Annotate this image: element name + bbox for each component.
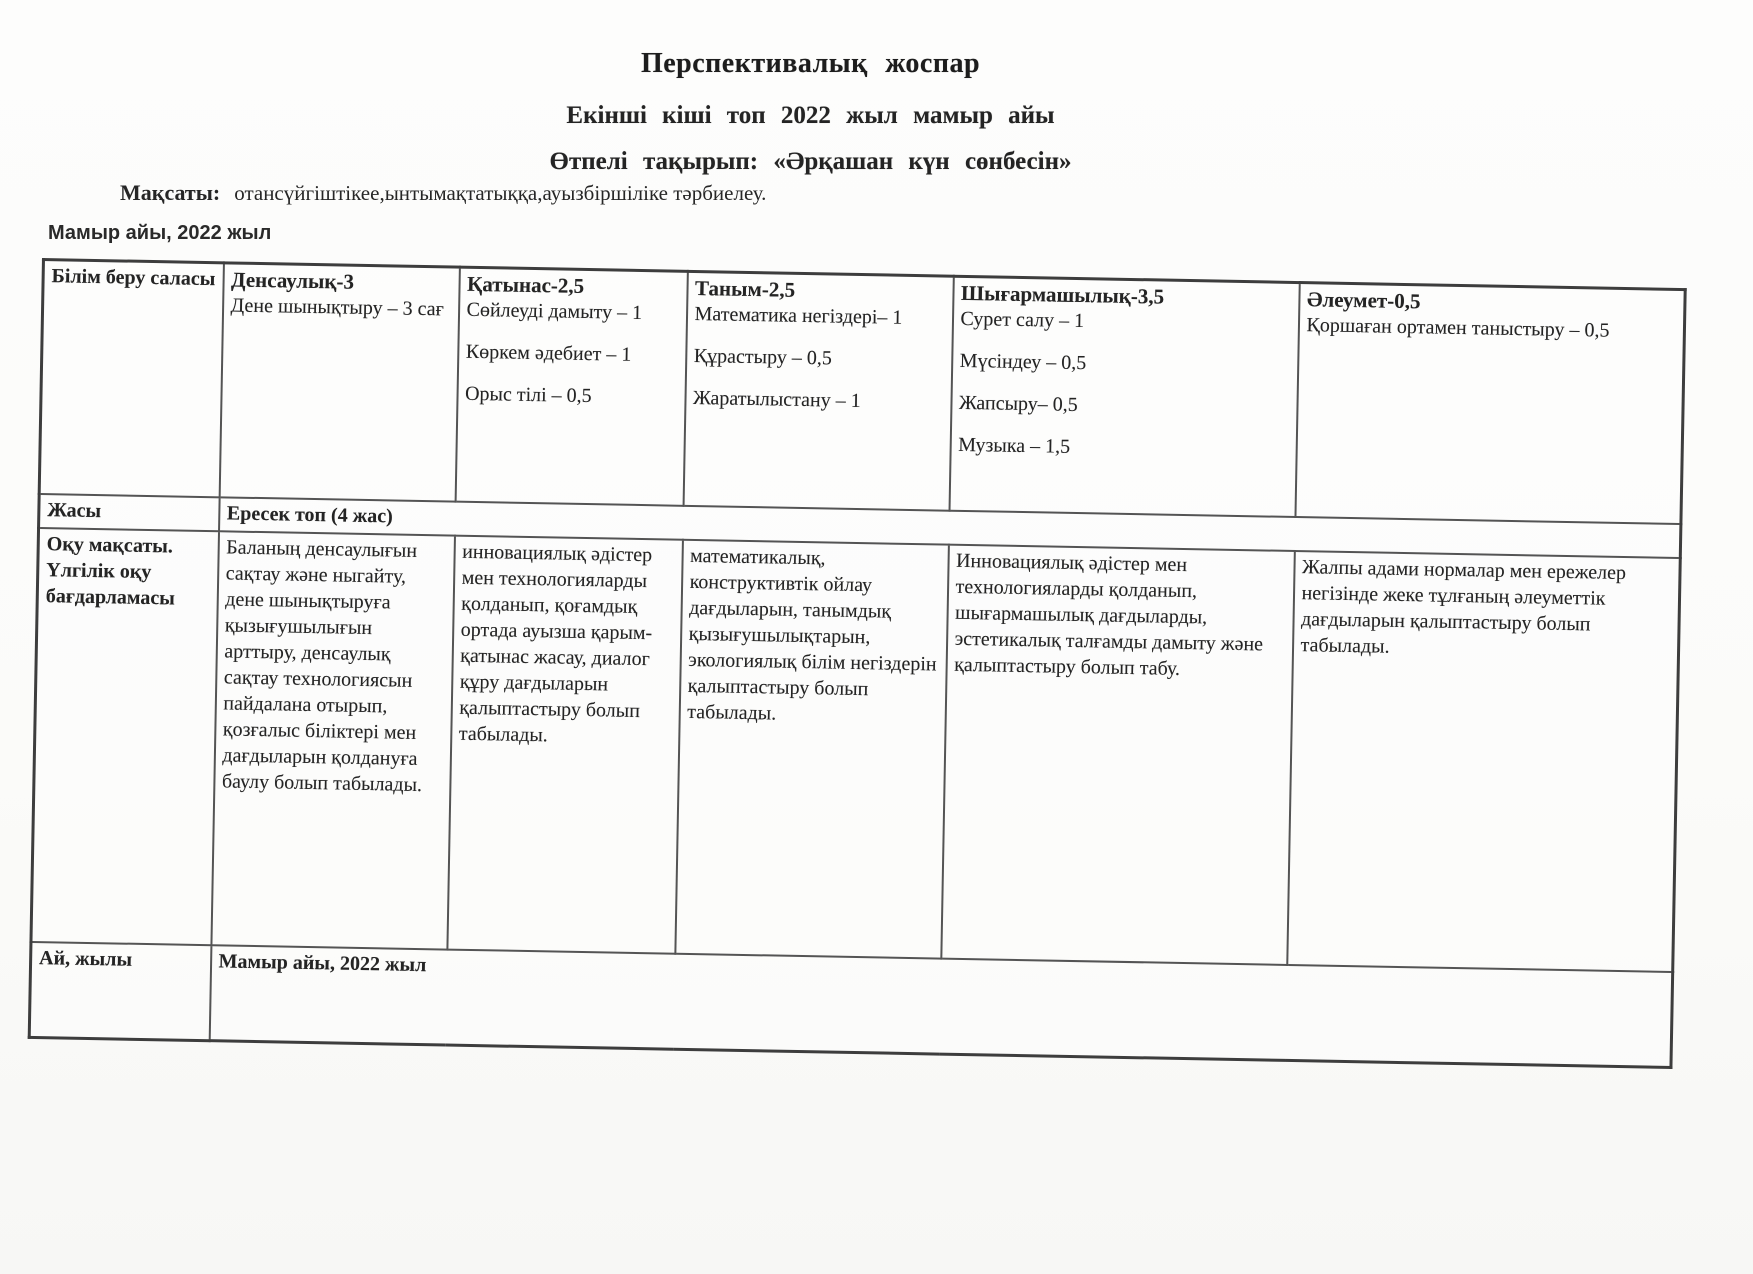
area-title-social: Әлеумет-0,5	[1306, 287, 1421, 314]
goal-cell-cognition: математикалық, конструктивтік ойлау дағдыларын, танымдық қызығушылықтарын, экологиялық білім негіздерін қалыптастыру болып табылады.	[675, 539, 949, 958]
area-item: Жапсыру– 0,5	[958, 391, 1078, 417]
area-cell-health	[219, 263, 459, 501]
age-value-cell: Ересек топ (4 жас)	[219, 497, 1681, 558]
month-label-cell: Ай, жылы	[29, 941, 211, 1040]
area-item: Сурет салу – 1	[960, 307, 1085, 333]
area-cell-cognition	[683, 271, 953, 510]
month-year-caption: Мамыр айы, 2022 жыл	[48, 222, 272, 244]
area-item: Математика негіздері– 1	[694, 302, 903, 329]
education-area-header-cell: Білім беру саласы	[39, 260, 223, 497]
area-cell-social	[1295, 283, 1685, 524]
area-item: Орыс тілі – 0,5	[464, 382, 592, 408]
subtitle-group-year: Екінші кіші топ 2022 жыл мамыр айы	[566, 102, 1055, 129]
area-title-cognition: Таным-2,5	[694, 275, 796, 302]
goal-cell-communication: инновациялық әдістер мен технологияларды қолданып, қоғамдық ортада ауызша қарым-қатынас жасау, диалог құру дағдыларын қалыптастыру болып табылады.	[447, 535, 683, 953]
goal-label: Мақсаты:	[120, 180, 221, 205]
area-cell-creativity	[949, 276, 1299, 516]
area-title-creativity: Шығармашылық-3,5	[960, 280, 1165, 309]
goal-line	[120, 180, 766, 206]
goal-header-cell: Оқу мақсаты. Үлгілік оқу бағдарламасы	[31, 527, 219, 944]
learning-goal-row	[31, 527, 1680, 971]
plan-table-wrapper	[28, 258, 1684, 1069]
area-item: Қоршаған ортамен таныстыру – 0,5	[1306, 314, 1610, 342]
education-areas-row	[39, 260, 1685, 524]
area-item: Жаратылыстану – 1	[692, 386, 861, 413]
area-item: Сөйлеуді дамыту – 1	[466, 298, 643, 325]
area-item: Көркем әдебиет – 1	[465, 340, 632, 366]
goal-cell-social: Жалпы адами нормалар мен ережелер негізінде жеке тұлғаның әлеуметтік дағдыларын қалыптастыру болып табылады.	[1287, 550, 1681, 971]
area-item: Дене шынықтыру – 3 сағ	[230, 294, 444, 321]
perspective-plan-table	[28, 258, 1687, 1069]
area-item: Құрастыру – 0,5	[693, 344, 833, 370]
subtitle-theme: Өтпелі тақырып: «Әрқашан күн сөнбесін»	[549, 148, 1072, 175]
goal-text: отансүйгіштікее,ынтымақтатыққа,ауызбіршіліке тәрбиелеу.	[234, 181, 767, 205]
area-item: Мүсіндеу – 0,5	[959, 349, 1087, 375]
month-value-cell: Мамыр айы, 2022 жыл	[209, 945, 1673, 1068]
area-title-health: Денсаулық-3	[230, 267, 355, 294]
area-cell-communication	[455, 267, 687, 505]
age-label-cell: Жасы	[39, 493, 220, 530]
goal-cell-health: Баланың денсаулығын сақтау және ныгайту, дене шынықтыруға қызығушылығын арттыру, денсаулық сақтау технологиясын пайдалана отырып, қозғалыс біліктері мен дағдыларын қолдануға баулу болып табылады.	[211, 531, 455, 949]
area-title-communication: Қатынас-2,5	[466, 271, 585, 298]
goal-cell-creativity: Инновациялық әдістер мен технологияларды қолданып, шығармашылық дағдыларды, эстетикалық талғамды дамыту және қалыптастыру болып табу.	[941, 544, 1295, 964]
page-title: Перспективалық жоспар	[640, 48, 981, 79]
area-item: Музыка – 1,5	[958, 433, 1071, 458]
